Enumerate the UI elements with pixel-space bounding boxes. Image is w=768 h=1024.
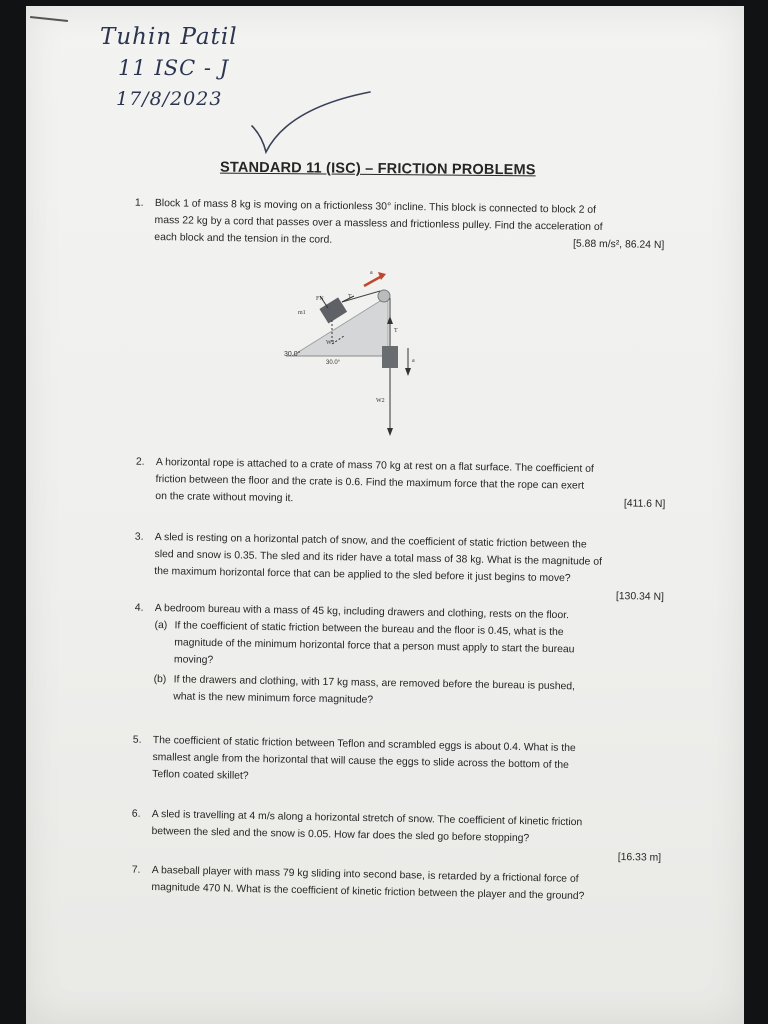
question-line: the maximum horizontal force that can be applied to the sled before it just begins to move? bbox=[154, 565, 571, 585]
question-line: If the drawers and clothing, with 17 kg mass, are removed before the bureau is pushed, bbox=[173, 674, 576, 693]
question-line: each block and the tension in the cord. bbox=[154, 231, 333, 246]
question-part-b bbox=[153, 671, 664, 714]
question-number: 6. bbox=[131, 808, 141, 820]
question-line: magnitude 470 N. What is the coefficient of kinetic friction between the player and the ground? bbox=[151, 881, 585, 903]
handwritten-class: 11 ISC - J bbox=[118, 56, 230, 80]
answer-label: [130.34 N] bbox=[615, 591, 664, 603]
question-3 bbox=[134, 529, 665, 606]
normal-force-label: FN bbox=[316, 296, 324, 302]
question-2 bbox=[135, 454, 666, 513]
block-2 bbox=[382, 346, 398, 368]
part-label: (a) bbox=[154, 619, 168, 632]
tension-2-label: T bbox=[394, 328, 398, 334]
angle-label-2: 30.0° bbox=[326, 360, 341, 366]
part-label: (b) bbox=[153, 673, 167, 686]
question-line: sled and snow is 0.35. The sled and its rider have a total mass of 38 kg. What is the magnitude of bbox=[154, 548, 603, 568]
question-line: A sled is resting on a horizontal patch of snow, and the coefficient of static friction between the bbox=[154, 531, 587, 551]
mass-1-label: m1 bbox=[298, 310, 306, 316]
question-line: If the coefficient of static friction between the bureau and the floor is 0.45, what is the bbox=[174, 620, 564, 639]
question-line: The coefficient of static friction between Teflon and scrambled eggs is about 0.4. What is the bbox=[152, 734, 576, 755]
answer-label: [16.33 m] bbox=[617, 851, 662, 864]
question-5 bbox=[132, 732, 663, 793]
angle-label-1: 30.0° bbox=[284, 351, 301, 358]
accel-1-label: a bbox=[370, 270, 373, 276]
question-1 bbox=[134, 195, 665, 254]
question-line: A horizontal rope is attached to a crate of mass 70 kg at rest on a flat surface. The coefficient of bbox=[155, 456, 594, 475]
weight-1-label: W1 bbox=[326, 340, 335, 346]
weight-2-label: W2 bbox=[376, 398, 385, 404]
accel-1-vector bbox=[364, 276, 382, 286]
question-line: A baseball player with mass 79 kg sliding into second base, is retarded by a frictional force of bbox=[151, 864, 579, 885]
question-number: 2. bbox=[135, 456, 145, 468]
pulley-icon bbox=[378, 290, 390, 302]
question-line: what is the new minimum force magnitude? bbox=[173, 691, 374, 706]
question-number: 1. bbox=[134, 197, 144, 209]
tension-1-label: T bbox=[348, 294, 352, 300]
handwritten-date: 17/8/2023 bbox=[116, 88, 223, 110]
accel-2-label: a bbox=[412, 358, 415, 364]
question-line: A sled is travelling at 4 m/s along a horizontal stretch of snow. The coefficient of kinetic friction bbox=[151, 808, 583, 829]
question-number: 5. bbox=[132, 734, 142, 746]
answer-label: [411.6 N] bbox=[623, 498, 666, 511]
question-line: on the crate without moving it. bbox=[155, 490, 294, 505]
question-line: Block 1 of mass 8 kg is moving on a frictionless 30° incline. This block is connected to block 2 of bbox=[154, 197, 597, 216]
question-line: moving? bbox=[173, 654, 214, 667]
page-title: STANDARD 11 (ISC) – FRICTION PROBLEMS bbox=[219, 159, 536, 179]
question-line: Teflon coated skillet? bbox=[152, 768, 249, 782]
question-number: 3. bbox=[134, 531, 144, 543]
question-line: smallest angle from the horizontal that will cause the eggs to slide across the bottom of the bbox=[152, 751, 569, 771]
question-part-a bbox=[154, 617, 665, 677]
answer-label: [5.88 m/s², 86.24 N] bbox=[572, 238, 665, 252]
question-line: friction between the floor and the crate is 0.6. Find the maximum force that the rope can exert bbox=[155, 473, 585, 492]
question-line: between the sled and the snow is 0.05. How far does the sled go before stopping? bbox=[151, 825, 530, 845]
question-6 bbox=[131, 806, 662, 867]
arrow-head bbox=[387, 428, 393, 436]
question-number: 4. bbox=[134, 602, 144, 614]
question-number: 7. bbox=[131, 864, 141, 876]
question-4 bbox=[134, 600, 665, 714]
question-line: magnitude of the minimum horizontal force that a person must apply to start the bureau bbox=[174, 637, 575, 656]
incline-pulley-diagram bbox=[278, 262, 428, 440]
handwritten-name: Tuhin Patil bbox=[100, 24, 238, 50]
arrow-head bbox=[405, 368, 411, 376]
question-7 bbox=[131, 862, 662, 907]
question-line: A bedroom bureau with a mass of 45 kg, including drawers and clothing, rests on the floor. bbox=[154, 602, 570, 622]
question-line: mass 22 kg by a cord that passes over a massless and frictionless pulley. Find the acceleration of bbox=[154, 214, 603, 234]
